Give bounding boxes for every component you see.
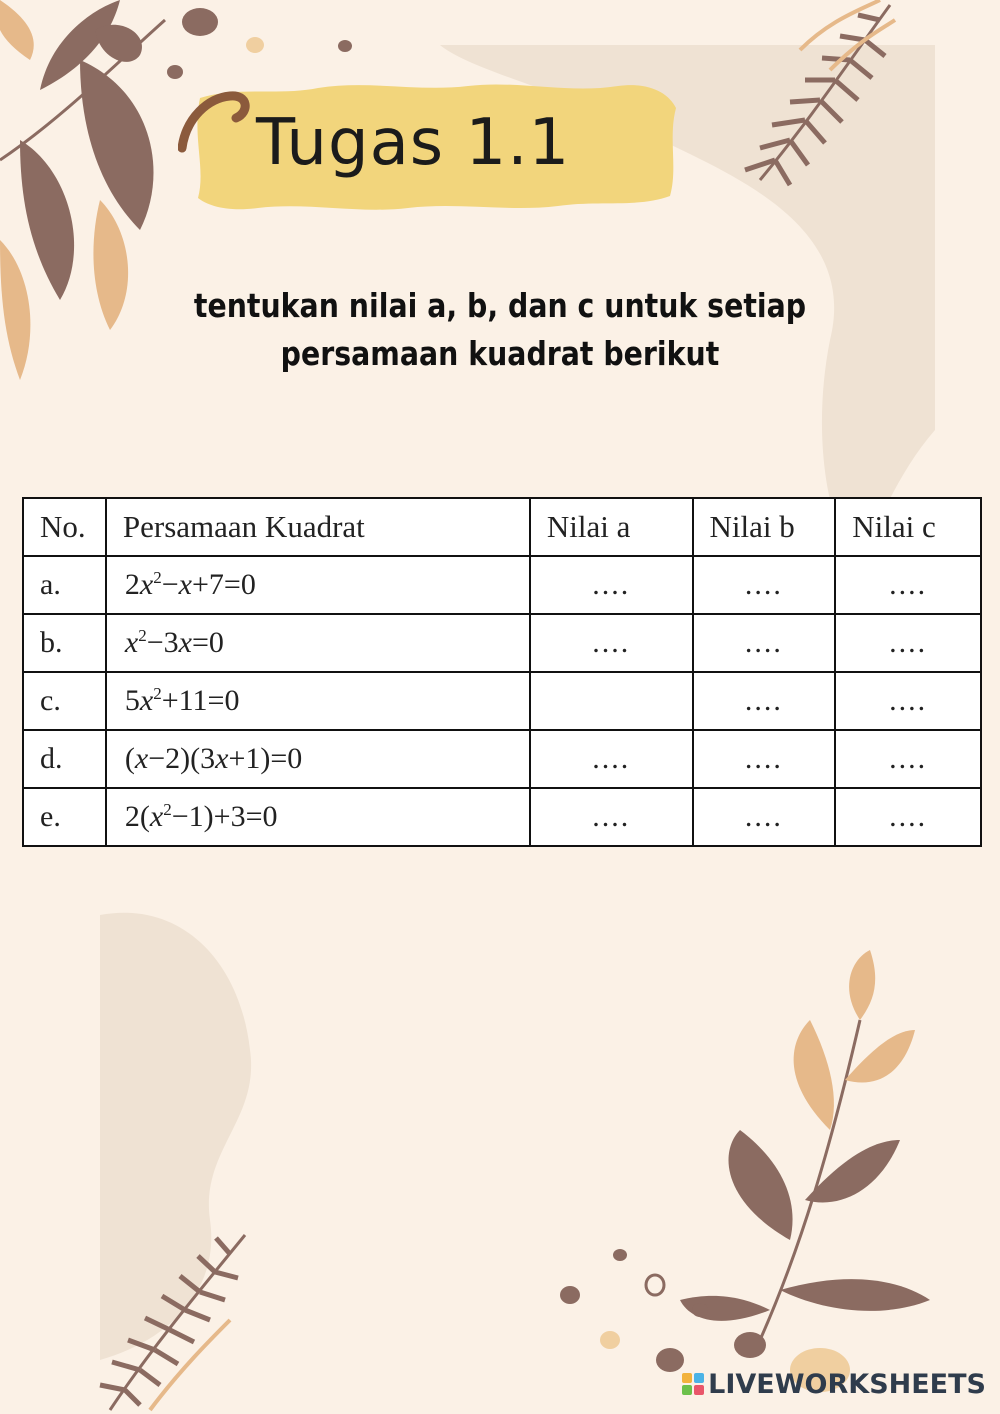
nilai-a-blank[interactable]: .... xyxy=(530,614,693,672)
row-number: d. xyxy=(23,730,106,788)
table-row xyxy=(23,556,981,614)
plant-bottom-right-icon xyxy=(680,950,930,1340)
equation: $2x^2-x+7=0$ xyxy=(106,556,530,614)
quadratic-table xyxy=(22,497,982,847)
table-row xyxy=(23,614,981,672)
liveworksheets-logo-icon xyxy=(682,1373,704,1395)
header-equation: Persamaan Kuadrat xyxy=(106,498,530,556)
header-nilai-a: Nilai a xyxy=(530,498,693,556)
row-number: e. xyxy=(23,788,106,846)
nilai-c-blank[interactable]: .... xyxy=(835,788,981,846)
nilai-a-blank[interactable]: .... xyxy=(530,730,693,788)
nilai-a-blank[interactable] xyxy=(530,672,693,730)
row-number: c. xyxy=(23,672,106,730)
nilai-c-blank[interactable]: .... xyxy=(835,672,981,730)
nilai-c-blank[interactable]: .... xyxy=(835,556,981,614)
nilai-b-blank[interactable]: .... xyxy=(693,614,836,672)
row-number: b. xyxy=(23,614,106,672)
nilai-b-blank[interactable]: .... xyxy=(693,556,836,614)
instruction-text: tentukan nilai a, b, dan c untuk setiap persamaan kuadrat berikut xyxy=(193,286,807,373)
table-row xyxy=(23,730,981,788)
nilai-b-blank[interactable]: .... xyxy=(693,788,836,846)
liveworksheets-watermark xyxy=(682,1364,986,1404)
row-number: a. xyxy=(23,556,106,614)
header-nilai-c: Nilai c xyxy=(835,498,981,556)
brand-name: LIVEWORKSHEETS xyxy=(708,1368,986,1400)
nilai-b-blank[interactable]: .... xyxy=(693,730,836,788)
nilai-a-blank[interactable]: .... xyxy=(530,788,693,846)
page-title: Tugas 1.1 xyxy=(256,106,571,180)
table-row xyxy=(23,672,981,730)
equation: $2(x^2-1)+3=0$ xyxy=(106,788,530,846)
nilai-b-blank[interactable]: .... xyxy=(693,672,836,730)
equation: (x−2)(3x+1)=0 xyxy=(106,730,530,788)
nilai-c-blank[interactable]: .... xyxy=(835,730,981,788)
header-nilai-b: Nilai b xyxy=(693,498,836,556)
table-header-row xyxy=(23,498,981,556)
nilai-c-blank[interactable]: .... xyxy=(835,614,981,672)
header-no: No. xyxy=(23,498,106,556)
equation: $x^2-3x=0$ xyxy=(106,614,530,672)
nilai-a-blank[interactable]: .... xyxy=(530,556,693,614)
title-banner xyxy=(178,78,678,218)
equation: $5x^2+11=0$ xyxy=(106,672,530,730)
table-row xyxy=(23,788,981,846)
